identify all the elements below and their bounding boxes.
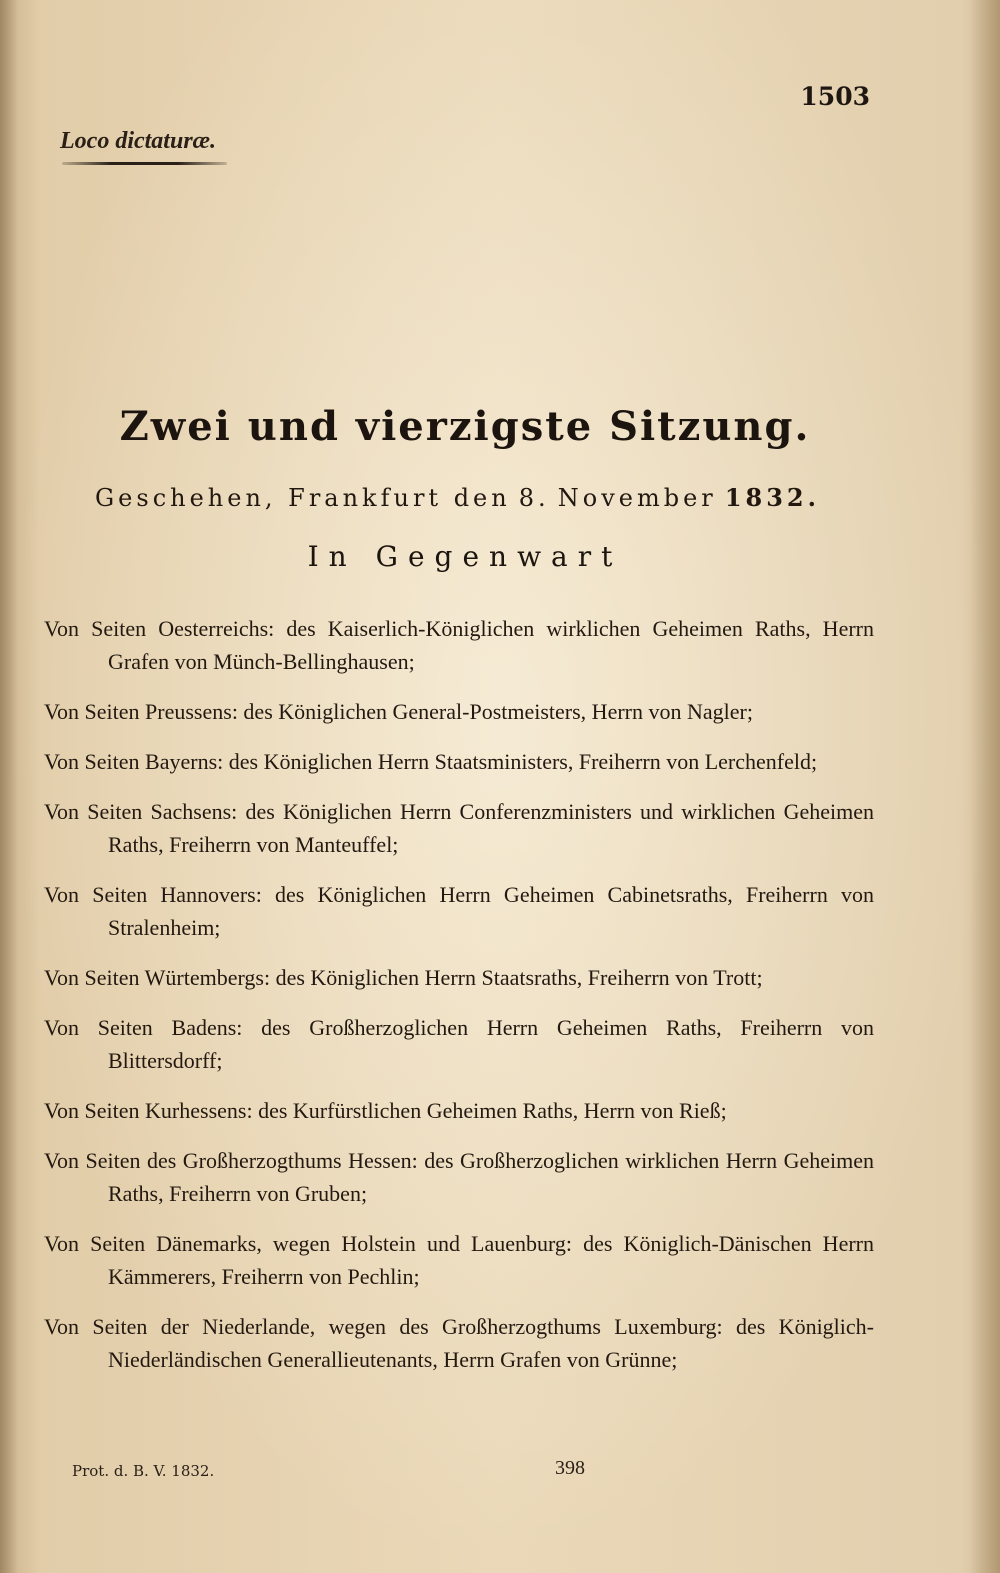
page-number: 1503 — [800, 82, 870, 111]
loco-dictaturae-label: Loco dictaturæ. — [60, 128, 216, 154]
dateline — [95, 483, 820, 512]
dateline-year: 1832. — [724, 483, 820, 512]
session-title: Zwei und vierzigste Sitzung. — [119, 403, 811, 450]
dateline-day: 8. — [518, 484, 550, 512]
dateline-month: November — [557, 484, 717, 512]
attendance-entry-bavaria: Von Seiten Bayerns: des Königlichen Herrn Staatsministers, Freiherrn von Lerchenfeld; — [44, 749, 818, 774]
attendance-entry-netherlands: Von Seiten der Niederlande, wegen des Großherzogthums Luxemburg: des Königlich-Niederländischen Generallieutenants, Herrn Grafen von Grünne; — [44, 1314, 874, 1372]
attendance-entry-saxony: Von Seiten Sachsens: des Königlichen Herrn Conferenzministers und wirklichen Geheimen Raths, Freiherrn von Manteuffel; — [44, 799, 874, 857]
attendance-entry-prussia: Von Seiten Preussens: des Königlichen General-Postmeisters, Herrn von Nagler; — [44, 699, 753, 724]
attendance-entry-hesse-kassel: Von Seiten Kurhessens: des Kurfürstlichen Geheimen Raths, Herrn von Rieß; — [44, 1098, 727, 1123]
page-edge-shadow — [970, 0, 1000, 1573]
attendance-list — [44, 612, 874, 1393]
attendance-entry-denmark: Von Seiten Dänemarks, wegen Holstein und Lauenburg: des Königlich-Dänischen Herrn Kämmerers, Freiherrn von Pechlin; — [44, 1231, 874, 1289]
sheet-number: 398 — [555, 1457, 585, 1479]
attendance-entry-wurttemberg: Von Seiten Würtembergs: des Königlichen Herrn Staatsraths, Freiherrn von Trott; — [44, 965, 763, 990]
signature-mark: Prot. d. B. V. 1832. — [72, 1462, 215, 1480]
attendance-entry-austria: Von Seiten Oesterreichs: des Kaiserlich-Königlichen wirklichen Geheimen Raths, Herrn Grafen von Münch-Bellinghausen; — [44, 616, 874, 674]
presence-heading: In Gegenwart — [307, 540, 623, 573]
page-gutter-shadow — [0, 0, 18, 1573]
dateline-prefix: Geschehen, Frankfurt den — [95, 484, 511, 512]
attendance-entry-hesse: Von Seiten des Großherzogthums Hessen: des Großherzoglichen wirklichen Herrn Geheimen Raths, Freiherrn von Gruben; — [44, 1148, 874, 1206]
decorative-rule — [62, 162, 227, 165]
attendance-entry-baden: Von Seiten Badens: des Großherzoglichen Herrn Geheimen Raths, Freiherrn von Blittersdorff; — [44, 1015, 874, 1073]
attendance-entry-hanover: Von Seiten Hannovers: des Königlichen Herrn Geheimen Cabinetsraths, Freiherrn von Stralenheim; — [44, 882, 874, 940]
